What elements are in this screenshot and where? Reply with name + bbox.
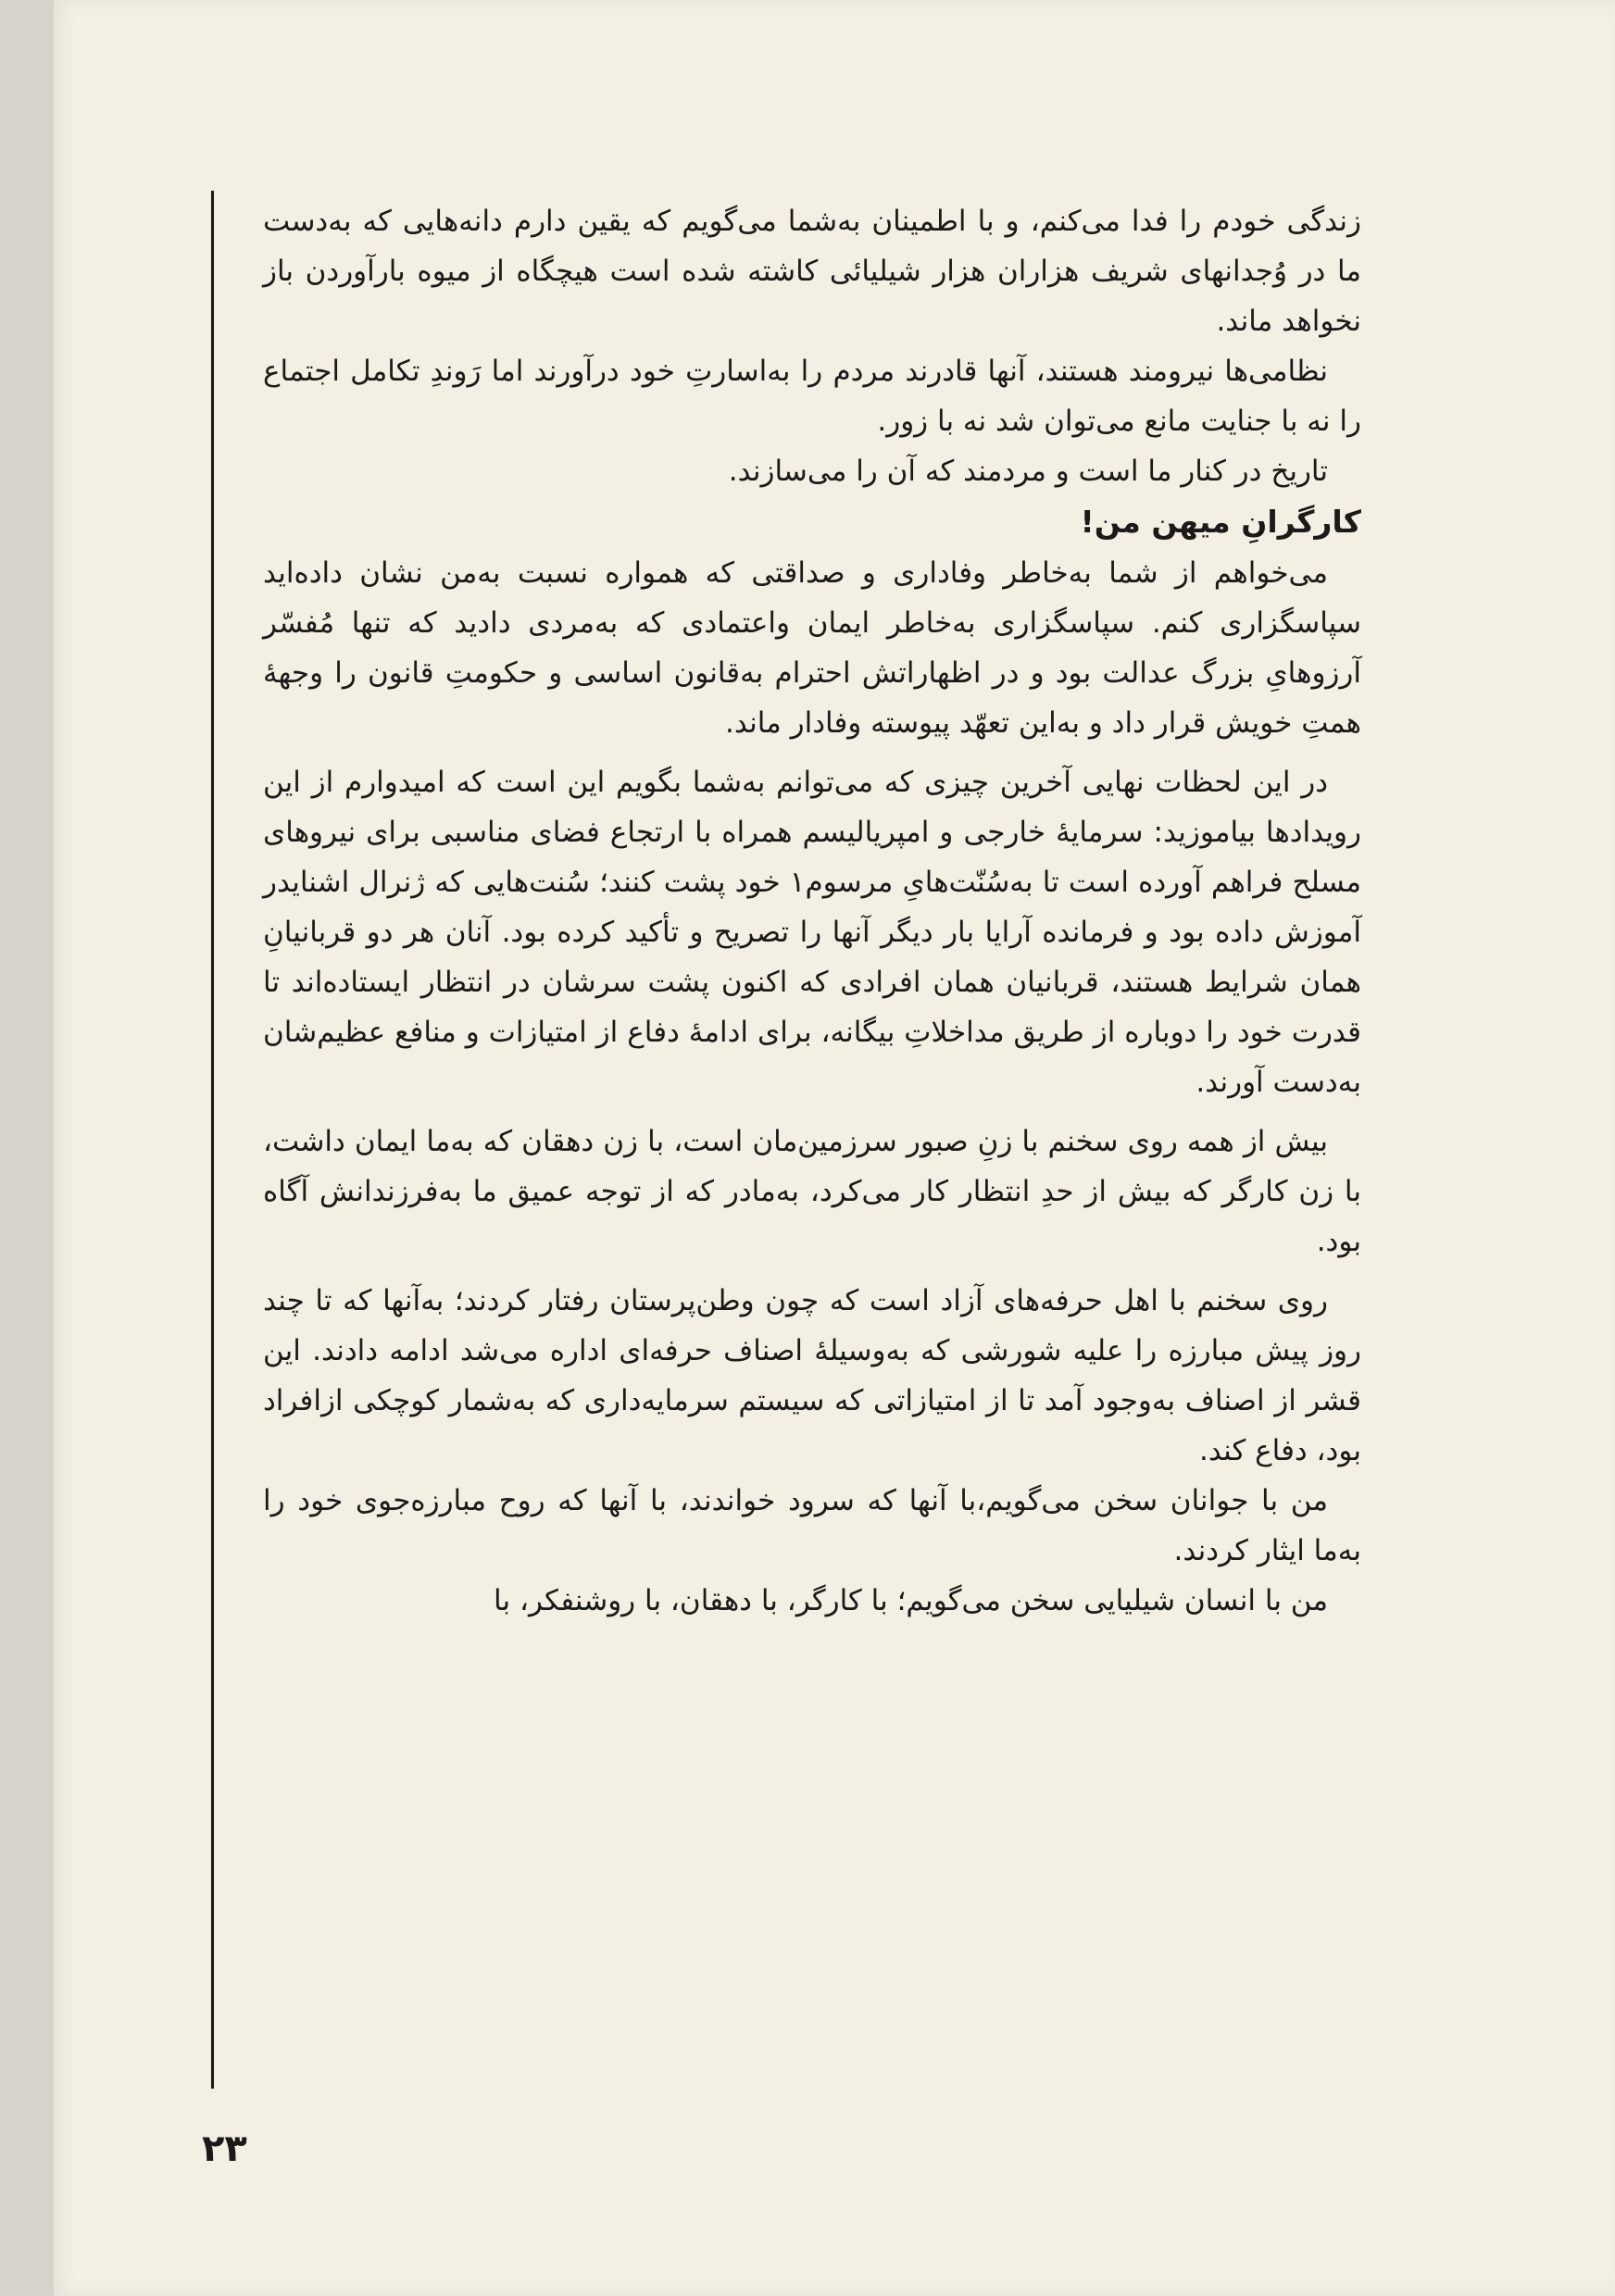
paragraph: در این لحظات نهایی آخرین چیزی که می‌توانم به‌شما بگویم این است که امیدوارم از این رویدادها بیاموزید: سرمایهٔ خارجی و امپریالیسم همراه با ارتجاع فضای مناسبی برای نیروهای مسلح فراهم آورده است تا به‌سُنّت‌هایِ مرسوم۱ خود پشت کنند؛ سُنت‌هایی که ژنرال اشنایدر آموزش داده بود و فرمانده آرایا بار دیگر آنها را تصریح و تأکید کرده بود. آنان هر دو قربانیانِ همان شرایط هستند، قربانیان همان افرادی که اکنون پشت سرشان در انتظار ایستاده‌اند تا قدرت خود را دوباره از طریق مداخلاتِ بیگانه، برای ادامهٔ دفاع از امتیازات و منافع عظیم‌شان به‌دست آورند. <box>263 766 1362 1099</box>
page-number: ۲۳ <box>202 2128 247 2170</box>
body-text <box>263 196 1361 1626</box>
margin-rule <box>211 191 214 2089</box>
paragraph: تاریخ در کنار ما است و مردمند که آن را می‌سازند. <box>728 455 1328 488</box>
paragraph: زندگی خودم را فدا می‌کنم، و با اطمینان به‌شما می‌گویم که یقین دارم دانه‌هایی که به‌دست ما در وُجدانهای شریف هزاران هزار شیلیائی کاشته شده است هیچگاه از میوه بارآوردن باز نخواهد ماند. <box>263 205 1361 338</box>
section-heading: کارگرانِ میهن من! <box>1080 504 1361 540</box>
paragraph: بیش از همه روی سخنم با زنِ صبور سرزمین‌مان است، با زن دهقان که به‌ما ایمان داشت، با زن کارگر که بیش از حدِ انتظار کار می‌کرد، به‌مادر که از توجه عمیق ما به‌فرزندانش آگاه بود. <box>263 1125 1361 1258</box>
paragraph: من با جوانان سخن می‌گویم،با آنها که سرود خواندند، با آنها که روح مبارزه‌جوی خود را به‌ما ایثار کردند. <box>263 1484 1361 1567</box>
paragraph: روی سخنم با اهل حرفه‌های آزاد است که چون وطن‌پرستان رفتار کردند؛ به‌آنها که تا چند روز پیش مبارزه را علیه شورشی که به‌وسیلهٔ اصناف حرفه‌ای اداره می‌شد ادامه دادند. این قشر از اصناف به‌وجود آمد تا از امتیازاتی که سیستم سرمایه‌داری که به‌شمار کوچکی ازافراد بود، دفاع کند. <box>263 1284 1361 1467</box>
paragraph: نظامی‌ها نیرومند هستند، آنها قادرند مردم را به‌اسارتِ خود درآورند اما رَوندِ تکامل اجتماع را نه با جنایت مانع می‌توان شد نه با زور. <box>263 355 1361 438</box>
paragraph: می‌خواهم از شما به‌خاطر وفاداری و صداقتی که همواره نسبت به‌من نشان داده‌اید سپاسگزاری کنم. سپاسگزاری به‌خاطر ایمان واعتمادی که به‌مردی دادید که تنها مُفسّر آرزوهایِ بزرگ عدالت بود و در اظهاراتش احترام به‌قانون اساسی و حکومتِ قانون را وجههٔ همتِ خویش قرار داد و به‌این تعهّد پیوسته وفادار ماند. <box>263 556 1361 740</box>
paragraph: من با انسان شیلیایی سخن می‌گویم؛ با کارگر، با دهقان، با روشنفکر، با <box>494 1584 1328 1617</box>
book-page <box>54 0 1615 2296</box>
